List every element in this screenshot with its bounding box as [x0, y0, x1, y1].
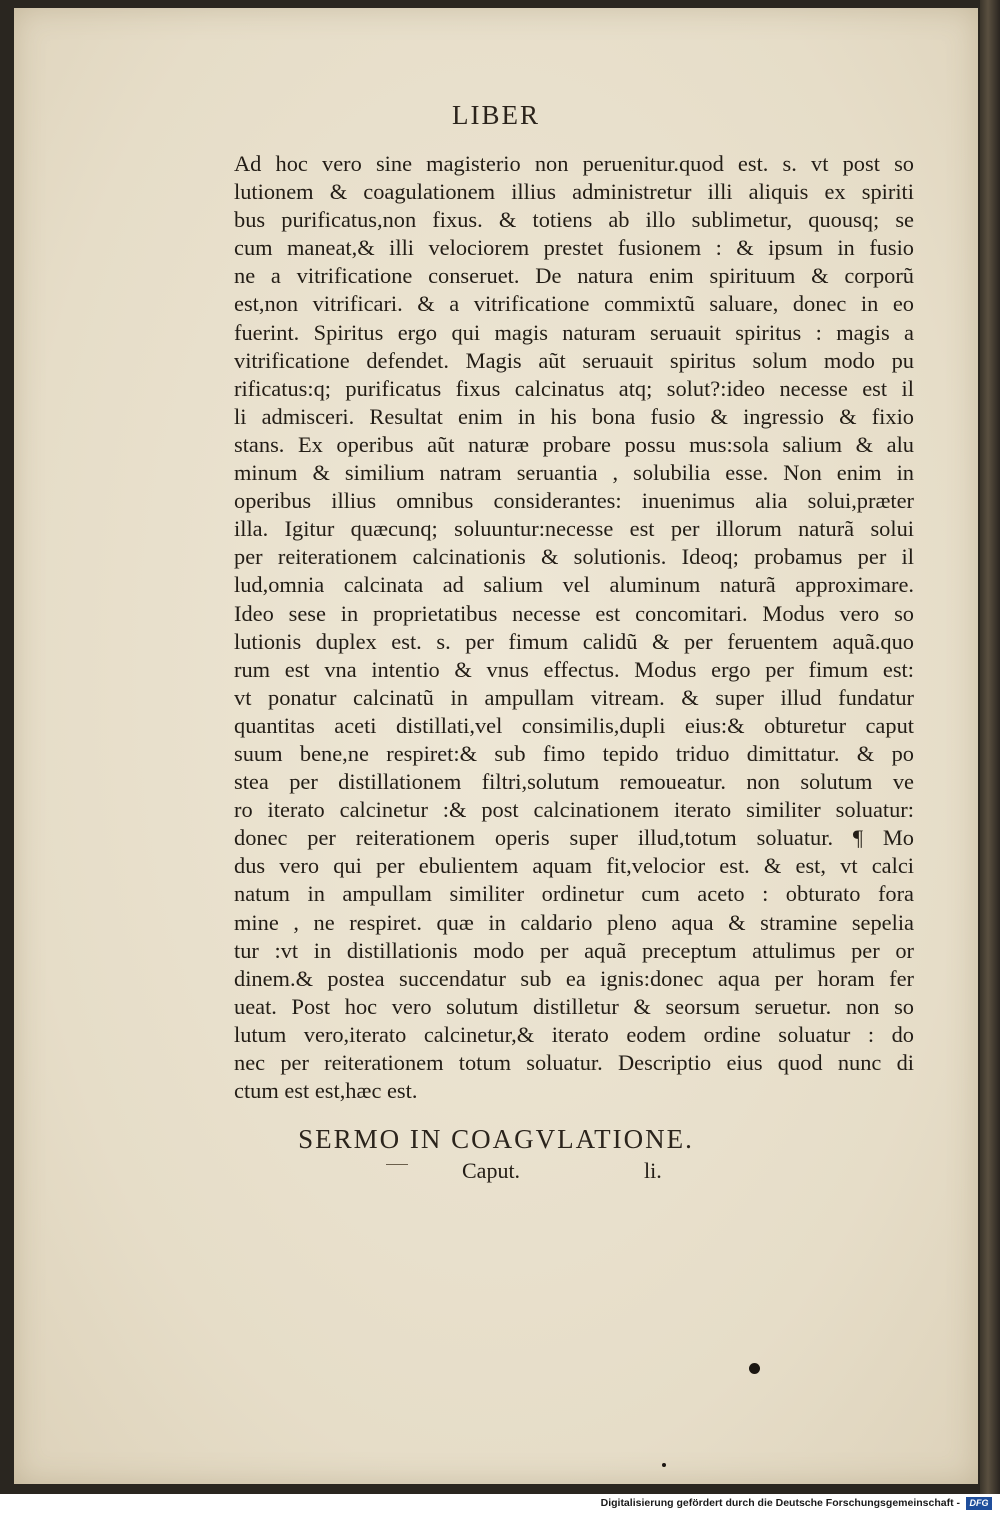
- book-page: [14, 8, 978, 1484]
- text-line: cum maneat,& illi velociorem prestet fusionem : & ipsum in fusio: [234, 235, 914, 261]
- text-line: donec per reiterationem operis super illud,totum soluatur. ¶ Mo: [234, 825, 914, 851]
- text-line: illa. Igitur quæcunq; soluuntur:necesse est per illorum naturã solui: [234, 516, 914, 542]
- book-edge: [980, 0, 1000, 1494]
- text-line: quantitas aceti distillati,vel consimilis,dupli eius:& obturetur caput: [234, 712, 914, 738]
- text-line: vt ponatur calcinatũ in ampullam vitream. & super illud fundatur: [234, 684, 914, 710]
- text-line: tur :vt in distillationis modo per aquã preceptum attulimus per or: [234, 937, 914, 963]
- text-line: lutionem & coagulationem illius administretur illi aliquis ex spiriti: [234, 179, 914, 205]
- funding-notice: Digitalisierung gefördert durch die Deutsche Forschungsgemeinschaft -: [600, 1497, 960, 1509]
- ink-speck: [662, 1463, 666, 1467]
- text-line: est,non vitrificari. & a vitrificatione commixtũ saluare, donec in eo: [234, 291, 914, 317]
- text-line: stea per distillationem filtri,solutum remoueatur. non solutum ve: [234, 769, 914, 795]
- chapter-number: li.: [644, 1158, 662, 1183]
- text-line: bus purificatus,non fixus. & totiens ab illo sublimetur, quousq; se: [234, 207, 914, 233]
- text-line: vitrificatione defendet. Magis aũt seruauit spiritus solum modo pu: [234, 347, 914, 373]
- text-line: stans. Ex operibus aũt naturæ probare possu mus:sola salium & alu: [234, 431, 914, 457]
- text-line: lutum vero,iterato calcinetur,& iterato eodem ordine soluatur : do: [234, 1021, 914, 1047]
- text-line: lud,omnia calcinata ad salium vel aluminum naturã approximare.: [234, 572, 914, 598]
- dfg-logo: DFG: [966, 1497, 992, 1510]
- text-line: dinem.& postea succendatur sub ea ignis:donec aqua per horam fer: [234, 965, 914, 991]
- caption-label: Caput.: [462, 1158, 521, 1183]
- footer-bar: [0, 1494, 1000, 1514]
- chapter-caption: [454, 1158, 694, 1188]
- text-line: fuerint. Spiritus ergo qui magis naturam seruauit spiritus : magis a: [234, 319, 914, 345]
- text-line: ctum est est,hæc est.: [234, 1078, 418, 1104]
- text-line: mine , ne respiret. quæ in caldario pleno aqua & stramine sepelia: [234, 909, 914, 935]
- text-line: minum & similium natram seruantia , solubilia esse. Non enim in: [234, 460, 914, 486]
- section-title: SERMO IN COAGVLATIONE.: [298, 1124, 694, 1154]
- text-line: natum in ampullam similiter ordinetur cum aceto : obturato fora: [234, 881, 914, 907]
- text-line: operibus illius omnibus considerantes: inuenimus alia solui,præter: [234, 488, 914, 514]
- text-line: ne a vitrificatione conseruet. De natura enim spirituum & corporũ: [234, 263, 914, 289]
- ink-spot: [749, 1363, 760, 1374]
- text-line: rum est vna intentio & vnus effectus. Modus ergo per fimum est:: [234, 656, 914, 682]
- text-line: Ad hoc vero sine magisterio non peruenitur.quod est. s. vt post so: [234, 151, 914, 176]
- caption-rule: [386, 1164, 408, 1165]
- text-line: ueat. Post hoc vero solutum distilletur & seorsum seruetur. non so: [234, 993, 914, 1019]
- text-line: rificatus:q; purificatus fixus calcinatus atq; solut?:ideo necesse est il: [234, 375, 914, 401]
- text-line: li admisceri. Resultat enim in his bona fusio & ingressio & fixio: [234, 403, 914, 429]
- body-text: [234, 150, 914, 1105]
- running-head: LIBER: [452, 100, 540, 130]
- text-line: dus vero qui per ebulientem aquam fit,velocior est. & est, vt calci: [234, 853, 914, 879]
- text-line: suum bene,ne respiret:& sub fimo tepido triduo dimittatur. & po: [234, 740, 914, 766]
- text-line: ro iterato calcinetur :& post calcinationem iterato similiter soluatur:: [234, 797, 914, 823]
- text-line: per reiterationem calcinationis & solutionis. Ideoq; probamus per il: [234, 544, 914, 570]
- text-line: Ideo sese in proprietatibus necesse est concomitari. Modus vero so: [234, 600, 914, 626]
- text-line: nec per reiterationem totum soluatur. Descriptio eius quod nunc di: [234, 1050, 914, 1075]
- text-line: lutionis duplex est. s. per fimum calidũ & per feruentem aquã.quo: [234, 628, 914, 654]
